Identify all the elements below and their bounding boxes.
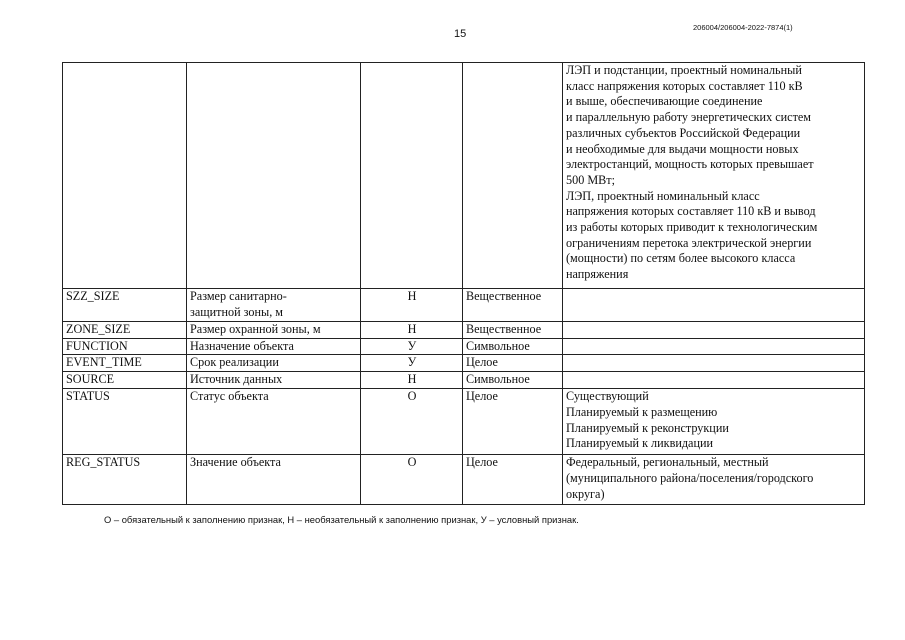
attr-values: Федеральный, региональный, местный (муниципального района/поселения/городского округа) xyxy=(563,455,865,505)
attr-type: Вещественное xyxy=(463,289,563,322)
attr-code: REG_STATUS xyxy=(63,455,187,505)
attr-code: SOURCE xyxy=(63,372,187,389)
attr-required: Н xyxy=(361,322,463,339)
attr-type xyxy=(463,63,563,289)
attr-values xyxy=(563,338,865,355)
attr-values xyxy=(563,355,865,372)
attr-required: У xyxy=(361,355,463,372)
table-row xyxy=(63,63,865,289)
attr-code: SZZ_SIZE xyxy=(63,289,187,322)
attr-name: Размер охранной зоны, м xyxy=(187,322,361,339)
attr-values xyxy=(563,289,865,322)
page-number: 15 xyxy=(454,28,467,40)
attr-name: Значение объекта xyxy=(187,455,361,505)
attr-values: Существующий Планируемый к размещению Планируемый к реконструкции Планируемый к ликвидации xyxy=(563,389,865,455)
document-code: 206004/206004-2022-7874(1) xyxy=(693,23,793,32)
attr-name xyxy=(187,63,361,289)
attr-name: Статус объекта xyxy=(187,389,361,455)
attr-required: У xyxy=(361,338,463,355)
attr-values xyxy=(563,372,865,389)
table-row xyxy=(63,338,865,355)
attr-name: Размер санитарно- защитной зоны, м xyxy=(187,289,361,322)
table-row xyxy=(63,389,865,455)
attr-code: ZONE_SIZE xyxy=(63,322,187,339)
attr-required: О xyxy=(361,389,463,455)
attr-values xyxy=(563,322,865,339)
attr-name: Источник данных xyxy=(187,372,361,389)
attr-values: ЛЭП и подстанции, проектный номинальный класс напряжения которых составляет 110 кВ и выше, обеспечивающие соединение и параллельную работу энергетических систем различных субъектов Российской Федерации и необходимые для выдачи мощности новых электростанций, мощность которых превышает 500 МВт; ЛЭП, проектный номинальный класс напряжения которых составляет 110 кВ и вывод из работы которых приводит к технологическим ограничениям перетока электрической энергии (мощности) по сетям более высокого класса напряжения xyxy=(563,63,865,289)
table-row xyxy=(63,455,865,505)
footnote: О – обязательный к заполнению признак, Н – необязательный к заполнению признак, У – условный признак. xyxy=(104,514,579,525)
table-row xyxy=(63,289,865,322)
attr-type: Целое xyxy=(463,355,563,372)
attributes-table xyxy=(62,62,865,505)
attr-type: Целое xyxy=(463,389,563,455)
attr-code: FUNCTION xyxy=(63,338,187,355)
attr-required: О xyxy=(361,455,463,505)
table-row xyxy=(63,322,865,339)
attr-name: Срок реализации xyxy=(187,355,361,372)
attr-required: Н xyxy=(361,372,463,389)
attr-code: STATUS xyxy=(63,389,187,455)
table-row xyxy=(63,355,865,372)
attr-name: Назначение объекта xyxy=(187,338,361,355)
attr-type: Целое xyxy=(463,455,563,505)
attr-code: EVENT_TIME xyxy=(63,355,187,372)
attr-type: Вещественное xyxy=(463,322,563,339)
attr-code xyxy=(63,63,187,289)
attr-type: Символьное xyxy=(463,372,563,389)
attr-required: Н xyxy=(361,289,463,322)
attr-required xyxy=(361,63,463,289)
table-row xyxy=(63,372,865,389)
attr-type: Символьное xyxy=(463,338,563,355)
